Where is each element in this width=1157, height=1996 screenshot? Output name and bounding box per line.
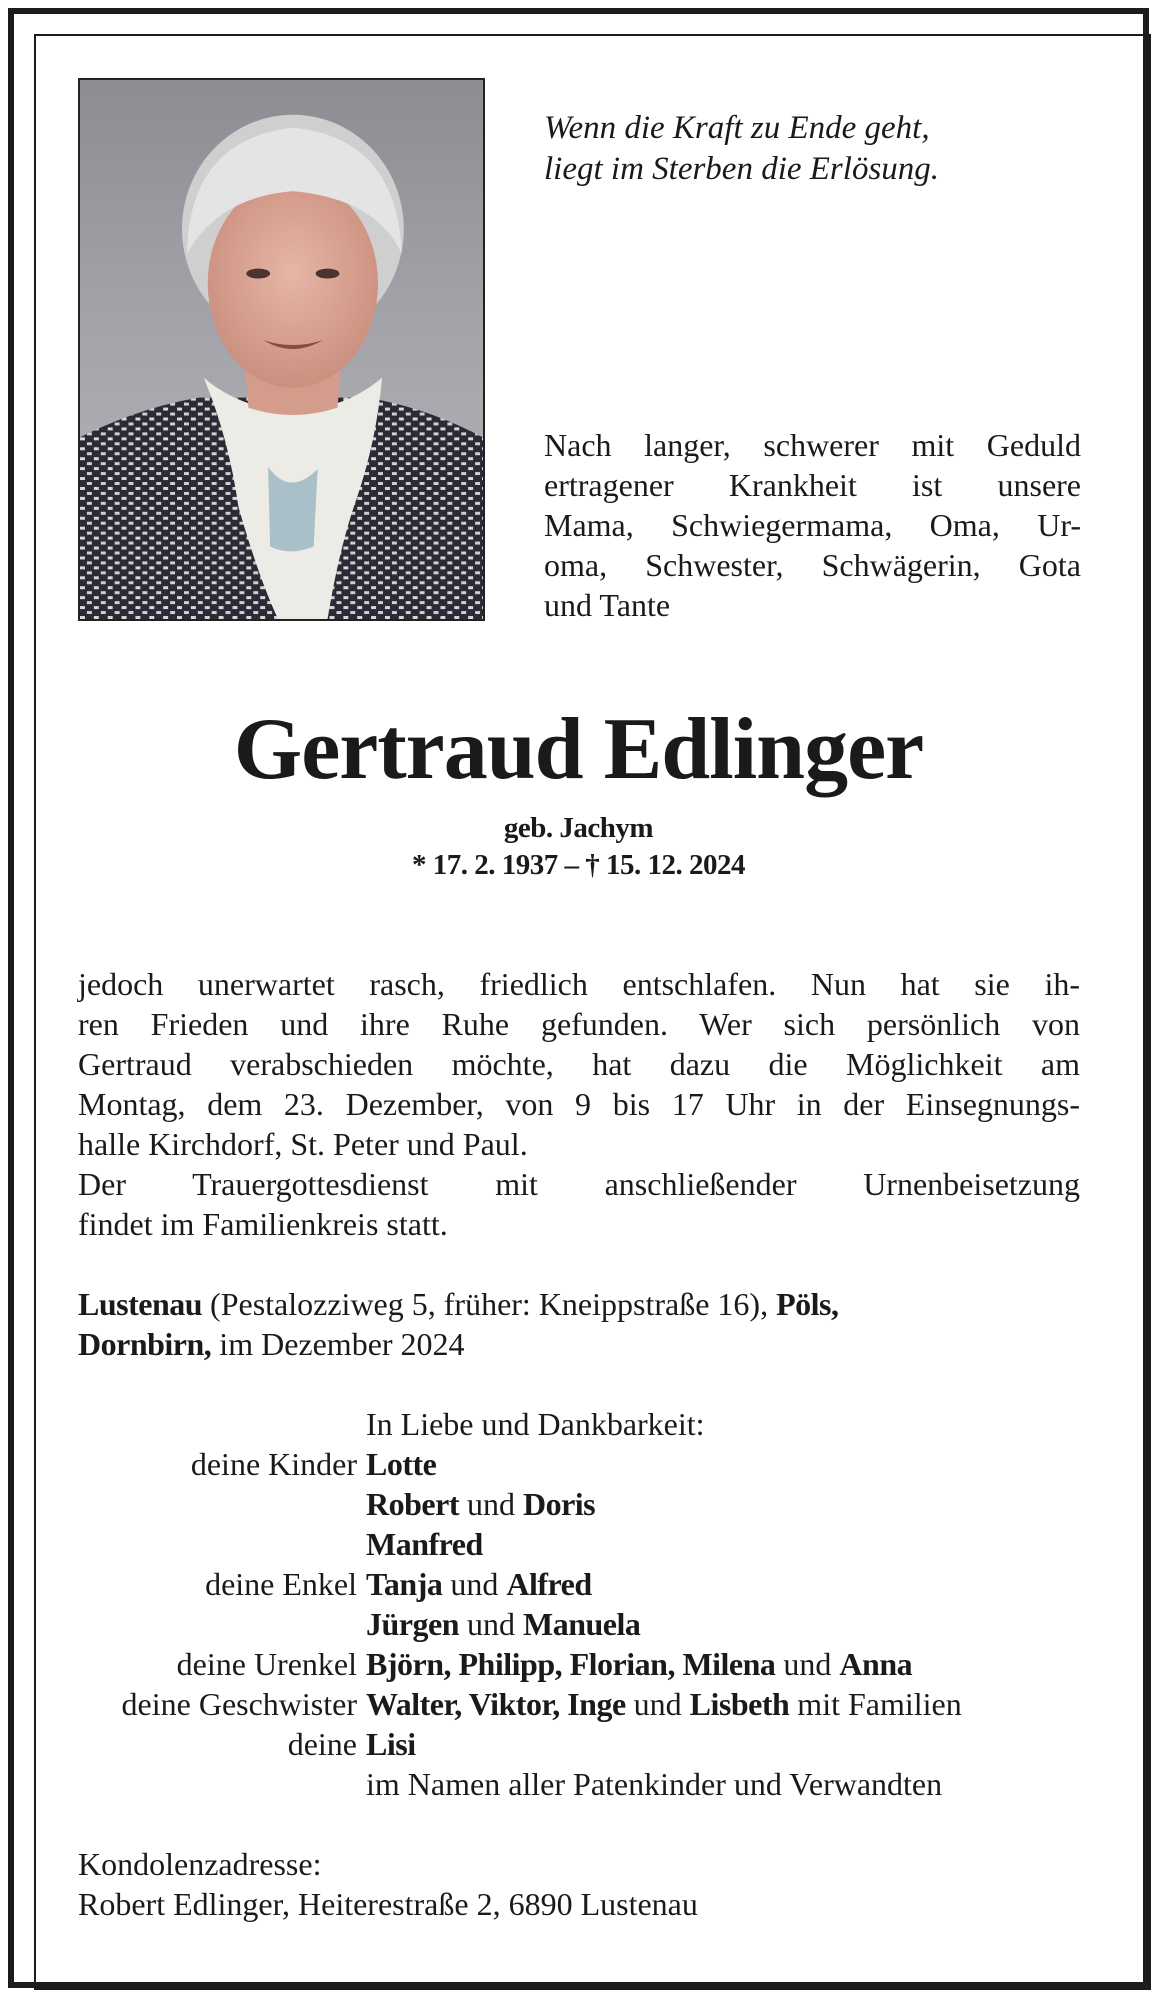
conjunction: und: [775, 1646, 840, 1682]
intro-text: [544, 425, 1081, 625]
mourner-name: Walter, Viktor, Inge: [366, 1686, 626, 1722]
mourners-heading-row: [78, 1404, 1088, 1444]
body-line: Gertraud verabschieden möchte, hat dazu die Möglichkeit am: [78, 1046, 1080, 1082]
place-date: im Dezember 2024: [211, 1326, 465, 1362]
conjunction: und: [625, 1686, 690, 1722]
mourner-name: Anna: [839, 1646, 913, 1682]
portrait-photo: [78, 78, 485, 621]
place-city: Dornbirn,: [78, 1326, 212, 1362]
mourner-row: [78, 1644, 1088, 1684]
mourner-name: Lisi: [366, 1726, 416, 1762]
place-address: (Pestalozziweg 5, früher: Kneippstraße 16),: [202, 1286, 777, 1322]
body-line: jedoch unerwartet rasch, friedlich entschlafen. Nun hat sie ih-: [78, 966, 1080, 1002]
mourners-heading: In Liebe und Dankbarkeit:: [366, 1406, 705, 1442]
mourner-row: [78, 1484, 1088, 1524]
mourner-name: Jürgen: [366, 1606, 459, 1642]
mourner-name: Lotte: [366, 1446, 437, 1482]
mourners-list: [78, 1404, 1088, 1804]
mourner-row: [78, 1444, 1088, 1484]
body-line: ren Frieden und ihre Ruhe gefunden. Wer sich persönlich von: [78, 1006, 1080, 1042]
deceased-name: Gertraud Edlinger: [233, 701, 924, 798]
body-line: Der Trauergottesdienst mit anschließender Urnenbeisetzung: [78, 1166, 1080, 1202]
mourner-name: Doris: [522, 1486, 596, 1522]
condolence-label: Kondolenzadresse:: [78, 1846, 322, 1882]
intro-line: ertragener Krankheit ist unsere: [544, 467, 1081, 503]
intro-line: Nach langer, schwerer mit Geduld: [544, 427, 1081, 463]
mourner-suffix: mit Familien: [789, 1686, 962, 1722]
place-city: Lustenau: [78, 1286, 203, 1322]
intro-line: und Tante: [544, 587, 671, 623]
quote-line: Wenn die Kraft zu Ende geht,: [544, 110, 930, 146]
mourner-name: Björn, Philipp, Florian, Milena: [366, 1646, 776, 1682]
mourner-name: Manfred: [366, 1526, 483, 1562]
mourner-name: Tanja: [366, 1566, 443, 1602]
condolence-line: Robert Edlinger, Heiterestraße 2, 6890 Lustenau: [78, 1886, 698, 1922]
mourner-row: [78, 1724, 1088, 1764]
relation-label: deine Kinder: [190, 1446, 357, 1482]
relation-label: deine: [287, 1726, 357, 1762]
body-line: findet im Familienkreis statt.: [78, 1206, 448, 1242]
condolence-address: [78, 1844, 1080, 1924]
relation-label: deine Enkel: [205, 1566, 357, 1602]
memorial-quote: [544, 108, 1104, 190]
quote-line: liegt im Sterben die Erlösung.: [544, 151, 940, 187]
mourner-row: [78, 1764, 1088, 1804]
place-city: Pöls,: [776, 1286, 839, 1322]
relation-label: deine Urenkel: [176, 1646, 357, 1682]
mourner-row: [78, 1684, 1088, 1724]
mourner-row: [78, 1564, 1088, 1604]
conjunction: und: [459, 1606, 523, 1642]
birth-name: geb. Jachym: [503, 812, 654, 844]
mourner-name: Alfred: [506, 1566, 592, 1602]
intro-line: oma, Schwester, Schwägerin, Gota: [544, 547, 1081, 583]
mourner-row: [78, 1524, 1088, 1564]
mourner-row: [78, 1604, 1088, 1644]
relation-label: deine Geschwister: [121, 1686, 357, 1722]
announcement-text: [78, 964, 1080, 1244]
mourner-name: Manuela: [523, 1606, 641, 1642]
body-line: Montag, dem 23. Dezember, von 9 bis 17 Uhr in der Einsegnungs-: [78, 1086, 1080, 1122]
mourners-closing: im Namen aller Patenkinder und Verwandten: [366, 1766, 943, 1802]
life-dates: * 17. 2. 1937 – † 15. 12. 2024: [412, 849, 745, 881]
body-line: halle Kirchdorf, St. Peter und Paul.: [78, 1126, 528, 1162]
conjunction: und: [458, 1486, 523, 1522]
intro-line: Mama, Schwiegermama, Oma, Ur-: [544, 507, 1081, 543]
mourner-name: Robert: [366, 1486, 459, 1522]
place-and-date: [78, 1284, 1080, 1364]
mourner-name: Lisbeth: [689, 1686, 790, 1722]
conjunction: und: [442, 1566, 507, 1602]
